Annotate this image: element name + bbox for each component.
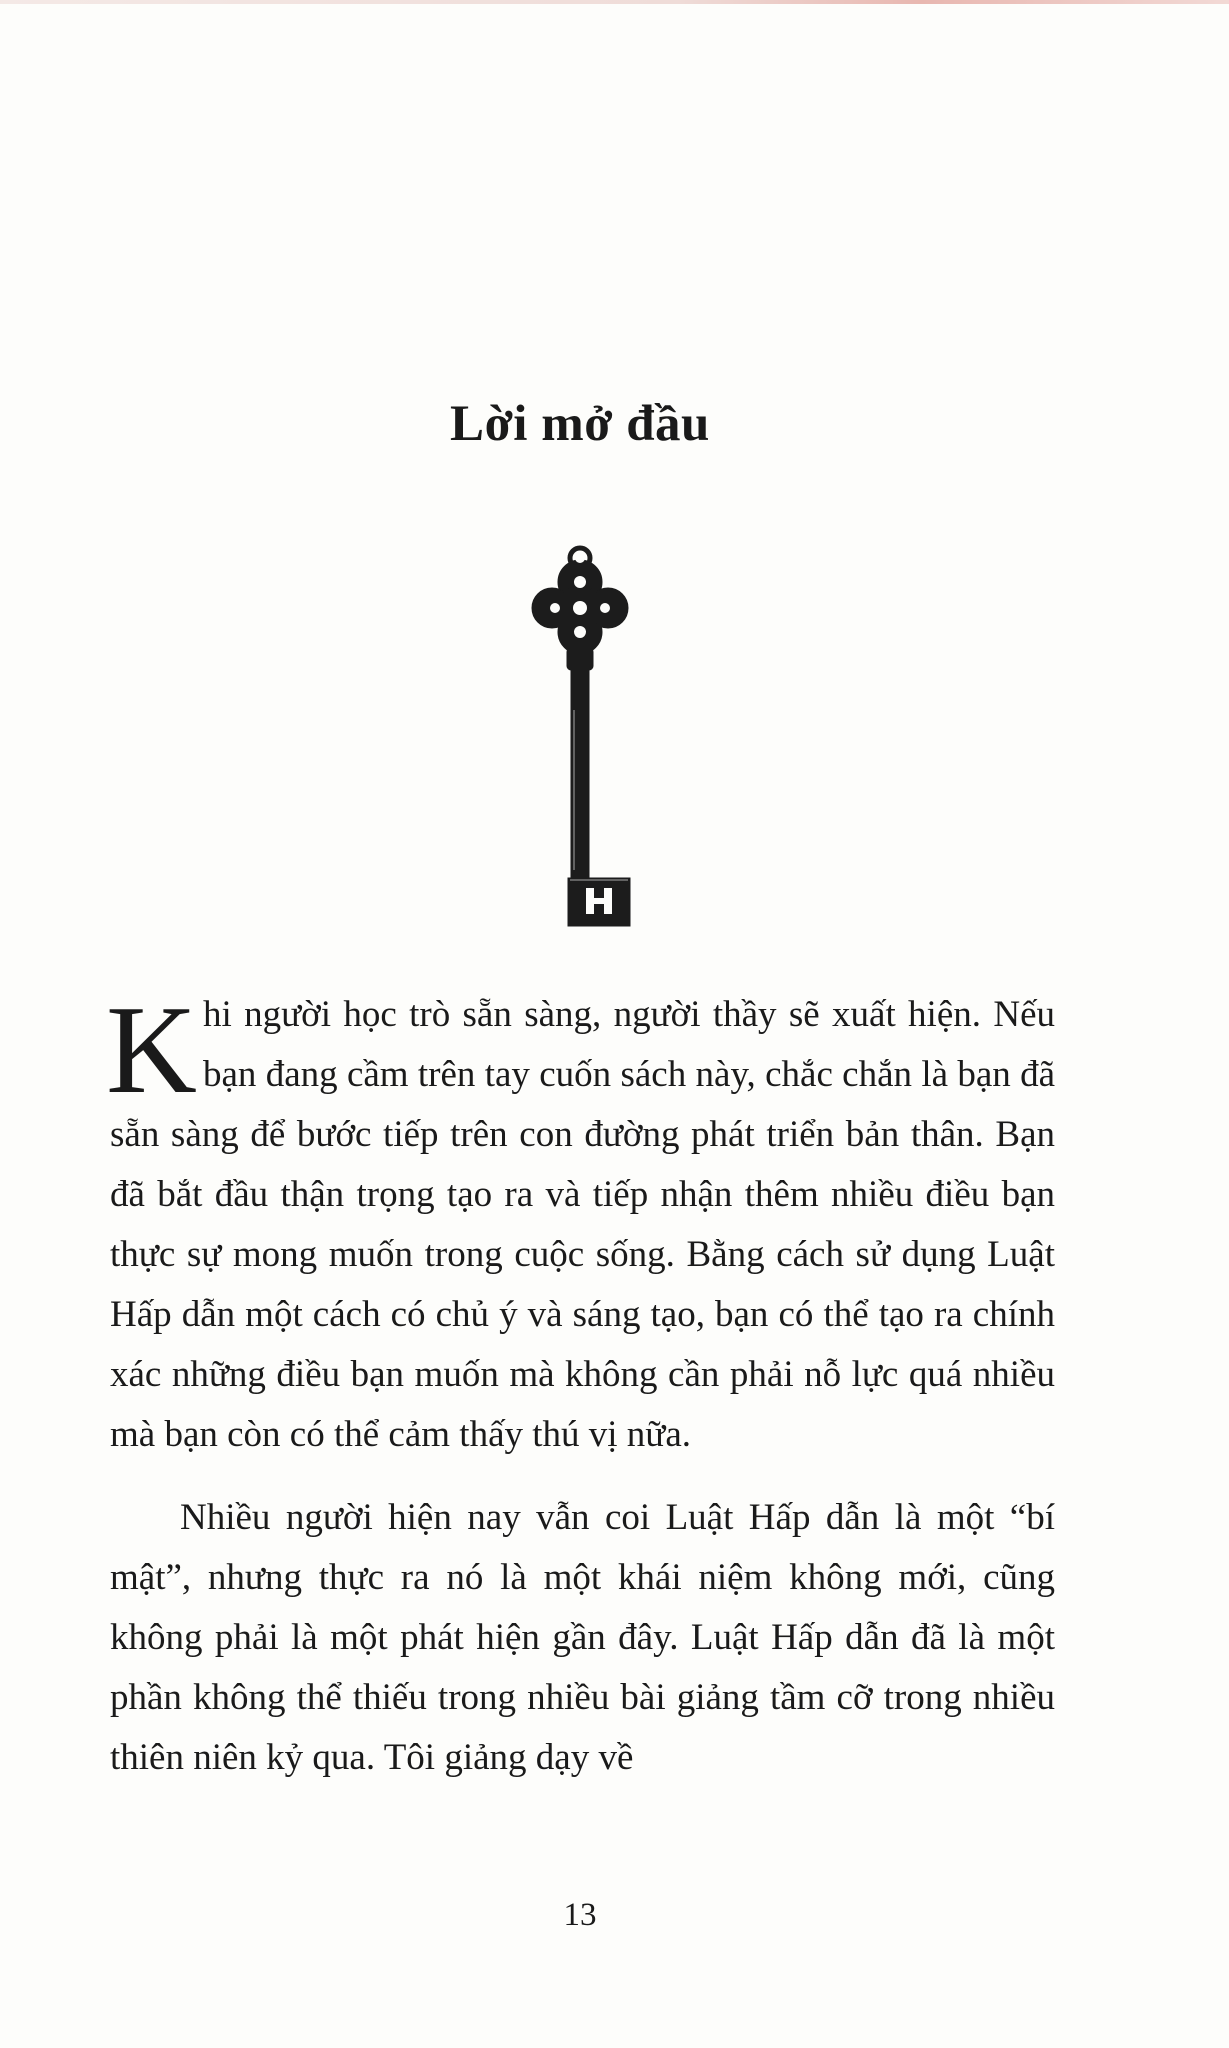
page-number: 13 [563,1897,597,1933]
body-text [106,981,1055,1788]
paragraph-2: Nhiều người hiện nay vẫn coi Luật Hấp dẫn là một “bí mật”, nhưng thực ra nó là một khái niệm không mới, cũng không phải là một phát hiện gần đây. Luật Hấp dẫn đã là một phần không thể thiếu trong nhiều bài giảng tầm cỡ trong nhiều thiên niên kỷ qua. Tôi giảng dạy về [110,1497,1055,1778]
antique-key-icon [510,540,650,930]
page-title: Lời mở đầu [450,396,710,452]
paragraph-1 [106,981,1055,1465]
page-top-edge [0,0,1229,4]
paragraph-1-text: hi người học trò sẵn sàng, người thầy sẽ xuất hiện. Nếu bạn đang cầm trên tay cuốn sách này, chắc chắn là bạn đã sẵn sàng để bước tiếp trên con đường phát triển bản thân. Bạn đã bắt đầu thận trọng tạo ra và tiếp nhận thêm nhiều điều bạn thực sự mong muốn trong cuộc sống. Bằng cách sử dụng Luật Hấp dẫn một cách có chủ ý và sáng tạo, bạn có thể tạo ra chính xác những điều bạn muốn mà không cần phải nỗ lực quá nhiều mà bạn còn có thể cảm thấy thú vị nữa. [110,994,1055,1455]
drop-cap: K [106,981,197,1120]
